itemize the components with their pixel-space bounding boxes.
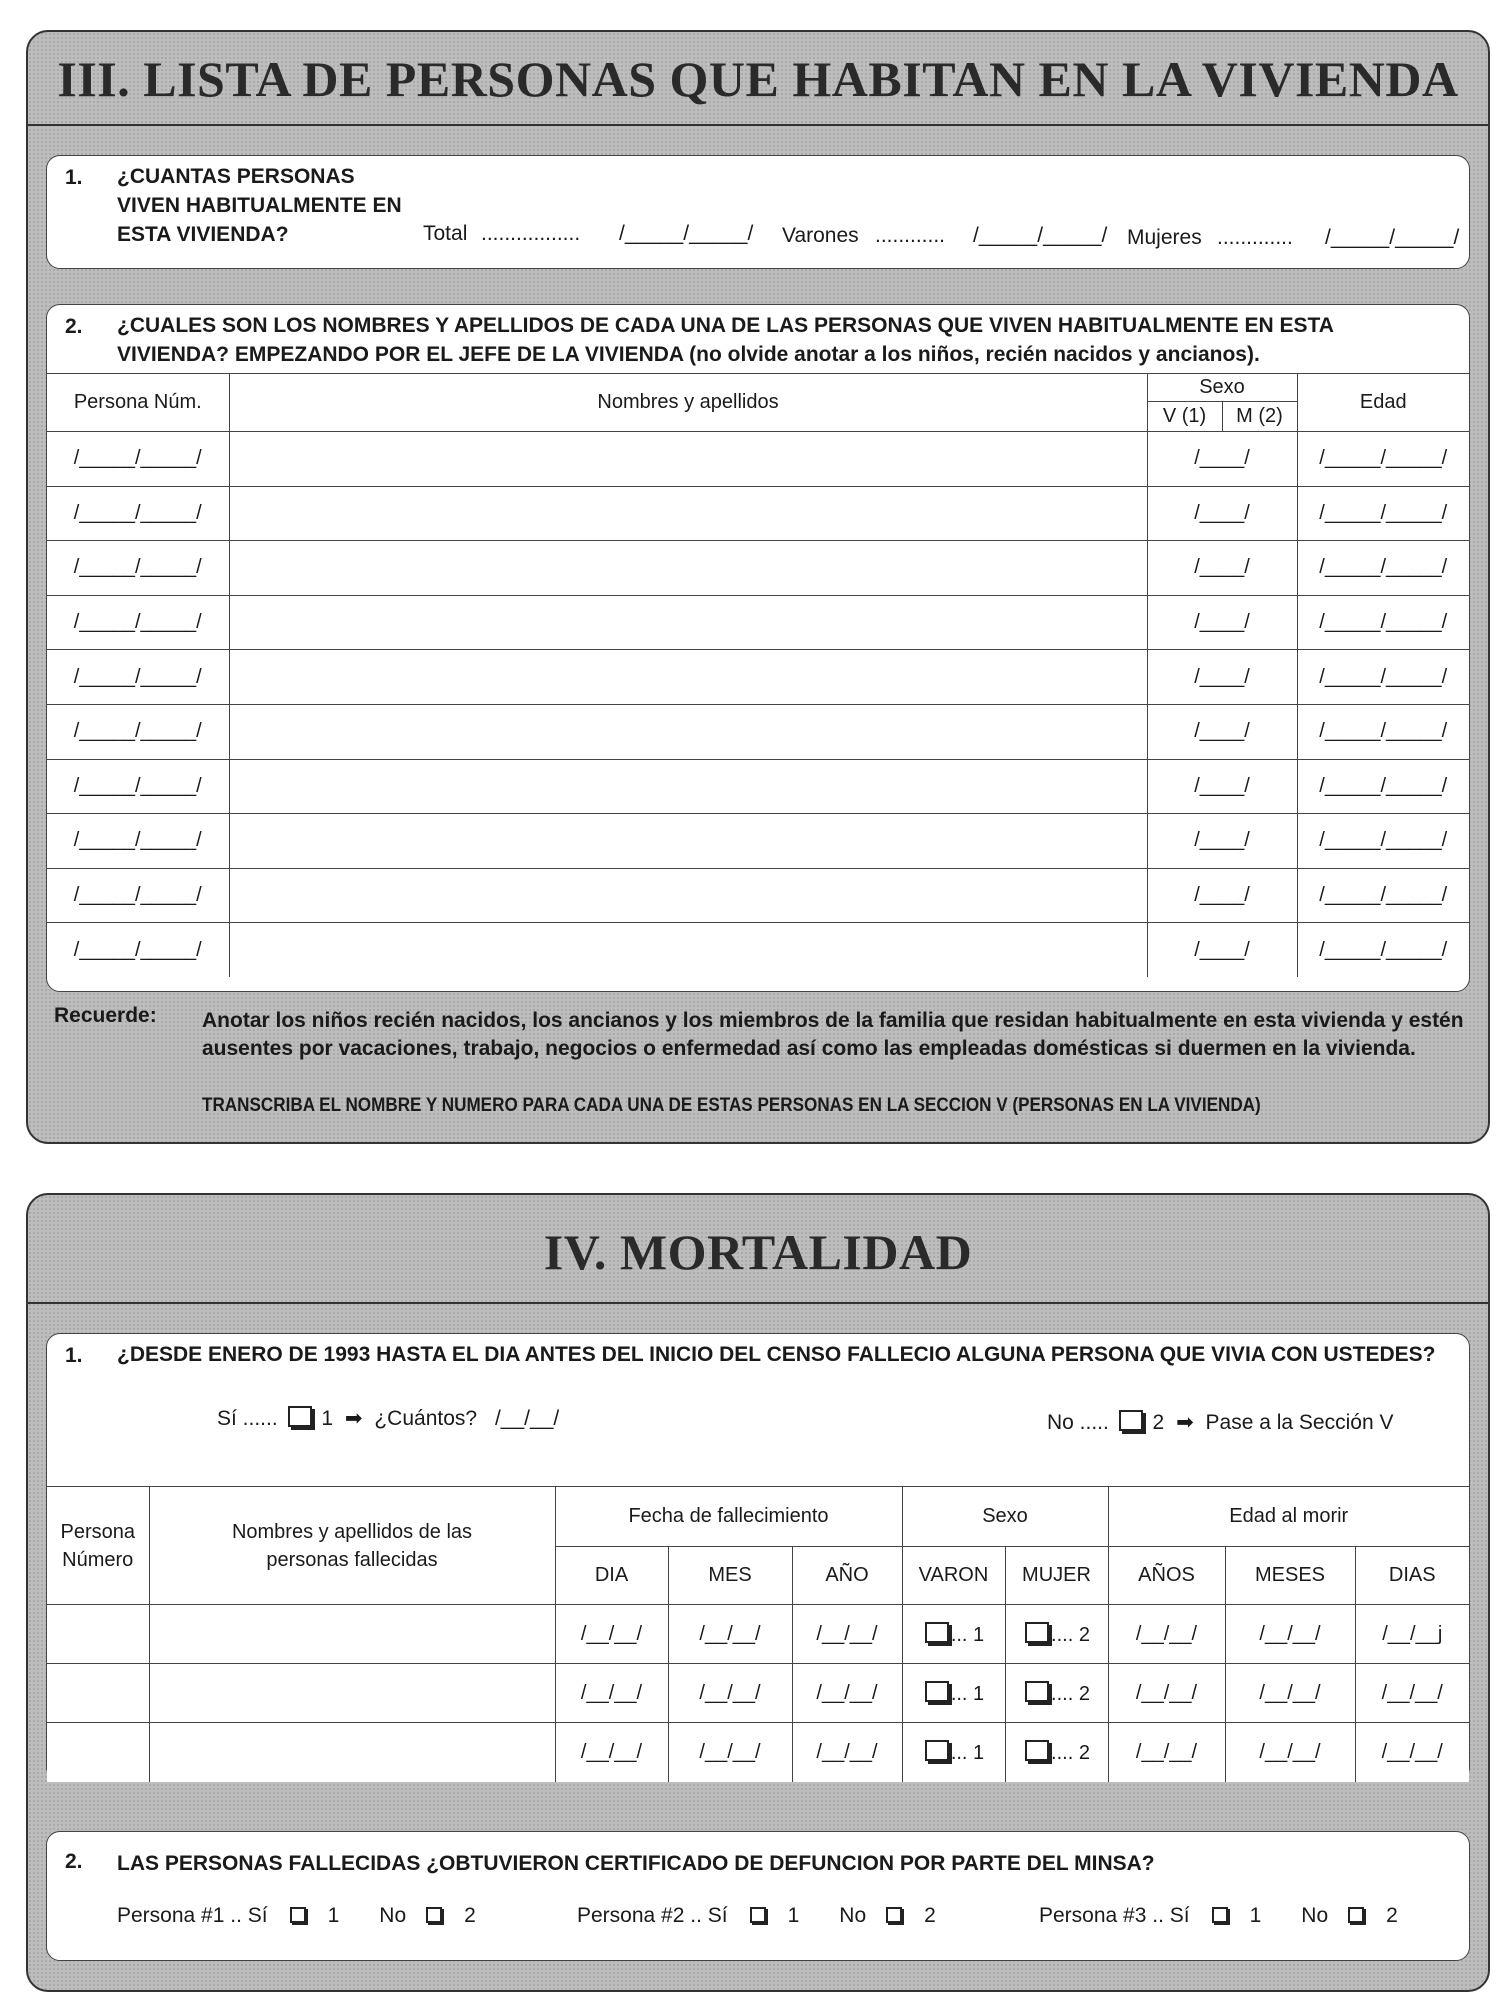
persona-num-field[interactable]: /_____/_____/: [47, 814, 229, 869]
table-row: [47, 759, 1469, 814]
varones-dots: ............: [875, 224, 946, 247]
persona-num-field[interactable]: /_____/_____/: [47, 432, 229, 487]
edad-field[interactable]: /_____/_____/: [1297, 650, 1469, 705]
anios-field[interactable]: /__/__/: [1108, 1723, 1225, 1782]
nombre-field[interactable]: [229, 868, 1147, 923]
total-label: Total: [423, 222, 468, 245]
persona-numero-field[interactable]: [47, 1723, 149, 1782]
mes-field[interactable]: /__/__/: [668, 1605, 792, 1664]
edad-field[interactable]: /_____/_____/: [1297, 486, 1469, 541]
table-row: [47, 595, 1469, 650]
skip-instruction: Pase a la Sección V: [1205, 1411, 1394, 1434]
dias-field[interactable]: /__/__j: [1355, 1605, 1469, 1664]
no-code: 2: [1152, 1411, 1165, 1434]
edad-field[interactable]: /_____/_____/: [1297, 759, 1469, 814]
varon-checkbox[interactable]: [925, 1622, 949, 1643]
header-sexo: Sexo: [902, 1487, 1108, 1547]
sexo-field[interactable]: /____/: [1147, 486, 1297, 541]
header-dias: DIAS: [1355, 1547, 1469, 1605]
table-row: [47, 486, 1469, 541]
persons-table: [47, 373, 1469, 977]
mq1-question: ¿DESDE ENERO DE 1993 HASTA EL DIA ANTES DEL INICIO DEL CENSO FALLECIO ALGUNA PERSONA QUE VIVIA CON USTEDES?: [117, 1343, 1436, 1366]
si-label: Sí ......: [217, 1407, 278, 1430]
nombre-field[interactable]: [229, 486, 1147, 541]
varon-option: [902, 1664, 1005, 1723]
edad-field[interactable]: /_____/_____/: [1297, 868, 1469, 923]
persona-label: Persona #1 .. Sí: [117, 1904, 268, 1927]
meses-field[interactable]: /__/__/: [1225, 1664, 1355, 1723]
persona-numero-field[interactable]: [47, 1664, 149, 1723]
nombre-field[interactable]: [229, 923, 1147, 978]
header-anio: AÑO: [792, 1547, 902, 1605]
edad-field[interactable]: /_____/_____/: [1297, 541, 1469, 596]
mujeres-dots: .............: [1217, 226, 1293, 249]
no-checkbox[interactable]: [426, 1907, 442, 1923]
persona-label: Persona #2 .. Sí: [577, 1904, 728, 1927]
cuantos-label: ¿Cuántos?: [374, 1407, 478, 1430]
table-row: [47, 868, 1469, 923]
section-iii-panel: [26, 30, 1490, 1144]
q2-card: [46, 304, 1470, 992]
mujer-code: .... 2: [1051, 1623, 1090, 1646]
mq1-number: 1.: [65, 1344, 83, 1367]
deceased-table: [47, 1486, 1469, 1782]
sexo-field[interactable]: /____/: [1147, 704, 1297, 759]
varon-checkbox[interactable]: [925, 1740, 949, 1761]
persona-num-field[interactable]: /_____/_____/: [47, 923, 229, 978]
mortalidad-q1-card: [46, 1333, 1470, 1781]
mujer-checkbox[interactable]: [1025, 1740, 1049, 1761]
table-row: [47, 923, 1469, 978]
q2-note: (no olvide anotar a los niños, recién nacidos y ancianos).: [689, 343, 1260, 366]
edad-field[interactable]: /_____/_____/: [1297, 595, 1469, 650]
si-checkbox[interactable]: [288, 1406, 312, 1427]
persona-num-field[interactable]: /_____/_____/: [47, 759, 229, 814]
anios-field[interactable]: /__/__/: [1108, 1664, 1225, 1723]
header-persona: Persona Núm.: [47, 374, 229, 432]
nombre-fallecido-field[interactable]: [149, 1723, 555, 1782]
no-code: 2: [464, 1904, 476, 1927]
sexo-field[interactable]: /____/: [1147, 541, 1297, 596]
mujer-code: .... 2: [1051, 1741, 1090, 1764]
varon-option: [902, 1605, 1005, 1664]
certificado-persona-1: [117, 1904, 476, 1928]
title-divider: [28, 1302, 1488, 1304]
section-iv-title: IV. MORTALIDAD: [543, 1224, 973, 1280]
persona-numero-field[interactable]: [47, 1605, 149, 1664]
nombre-field[interactable]: [229, 704, 1147, 759]
header-persona-numero: Persona Número: [47, 1487, 149, 1605]
varon-code: ... 1: [950, 1682, 985, 1705]
mq2-number: 2.: [65, 1850, 83, 1873]
header-nombres-fallecidas: Nombres y apellidos de las personas fallecidas: [149, 1487, 555, 1605]
si-code: 1: [787, 1904, 800, 1927]
persona-num-field[interactable]: /_____/_____/: [47, 541, 229, 596]
edad-field[interactable]: /_____/_____/: [1297, 432, 1469, 487]
recuerde-label: Recuerde:: [54, 1004, 157, 1027]
no-label: No: [379, 1904, 407, 1927]
si-checkbox[interactable]: [1212, 1907, 1228, 1923]
persona-num-field[interactable]: /_____/_____/: [47, 486, 229, 541]
header-mujer: MUJER: [1005, 1547, 1108, 1605]
nombre-fallecido-field[interactable]: [149, 1605, 555, 1664]
no-checkbox[interactable]: [1348, 1907, 1364, 1923]
table-row: [47, 1664, 1469, 1723]
varones-label: Varones: [782, 224, 859, 247]
recuerde-text: Anotar los niños recién nacidos, los ancianos y los miembros de la familia que residan habitualmente en esta vivienda y estén ausentes por vacaciones, trabajo, negocios o enfermedad así como las empleadas domésticas si duermen en la vivienda.: [202, 1009, 1464, 1060]
anio-field[interactable]: /__/__/: [792, 1605, 902, 1664]
q1-question: ¿CUANTAS PERSONAS VIVEN HABITUALMENTE EN ESTA VIVIENDA?: [117, 165, 402, 246]
mujer-checkbox[interactable]: [1025, 1622, 1049, 1643]
nombre-field[interactable]: [229, 650, 1147, 705]
nombre-field[interactable]: [229, 814, 1147, 869]
header-mes: MES: [668, 1547, 792, 1605]
sexo-field[interactable]: /____/: [1147, 432, 1297, 487]
persona-num-field[interactable]: /_____/_____/: [47, 650, 229, 705]
dias-field[interactable]: /__/__/: [1355, 1723, 1469, 1782]
si-code: 1: [327, 1904, 340, 1927]
edad-field[interactable]: /_____/_____/: [1297, 923, 1469, 978]
mes-field[interactable]: /__/__/: [668, 1664, 792, 1723]
dia-field[interactable]: /__/__/: [555, 1605, 668, 1664]
meses-field[interactable]: /__/__/: [1225, 1723, 1355, 1782]
si-code: 1: [321, 1407, 334, 1430]
recuerde-instruction: TRANSCRIBA EL NOMBRE Y NUMERO PARA CADA UNA DE ESTAS PERSONAS EN LA SECCION V (PERSONAS EN LA VIVIENDA): [202, 1095, 1261, 1116]
header-meses: MESES: [1225, 1547, 1355, 1605]
header-nombres: Nombres y apellidos: [229, 374, 1147, 432]
section-iv-panel: [26, 1193, 1490, 1992]
mujeres-label: Mujeres: [1127, 226, 1202, 249]
q1-card: [46, 155, 1470, 269]
varon-checkbox[interactable]: [925, 1681, 949, 1702]
header-sexo-v: V (1): [1147, 402, 1222, 432]
table-row: [47, 541, 1469, 596]
q1-number: 1.: [65, 166, 83, 189]
varon-code: ... 1: [950, 1741, 985, 1764]
no-code: 2: [924, 1904, 936, 1927]
header-varon: VARON: [902, 1547, 1005, 1605]
sexo-field[interactable]: /____/: [1147, 759, 1297, 814]
mujer-option: [1005, 1664, 1108, 1723]
table-row: [47, 1605, 1469, 1664]
arrow-right-icon: ➡: [1176, 1411, 1194, 1434]
varones-field[interactable]: /_____/_____/: [973, 224, 1108, 247]
table-row: [47, 704, 1469, 759]
sexo-field[interactable]: /____/: [1147, 868, 1297, 923]
q2-question: [117, 311, 1437, 369]
edad-field[interactable]: /_____/_____/: [1297, 814, 1469, 869]
mujer-checkbox[interactable]: [1025, 1681, 1049, 1702]
anio-field[interactable]: /__/__/: [792, 1664, 902, 1723]
persona-label: Persona #3 .. Sí: [1039, 1904, 1190, 1927]
header-edad: Edad: [1297, 374, 1469, 432]
nombre-fallecido-field[interactable]: [149, 1664, 555, 1723]
mes-field[interactable]: /__/__/: [668, 1723, 792, 1782]
persona-num-field[interactable]: /_____/_____/: [47, 868, 229, 923]
no-label: No: [1301, 1904, 1329, 1927]
mujer-code: .... 2: [1051, 1682, 1090, 1705]
dia-field[interactable]: /__/__/: [555, 1723, 668, 1782]
header-dia: DIA: [555, 1547, 668, 1605]
title-divider: [28, 124, 1488, 126]
no-checkbox[interactable]: [886, 1907, 902, 1923]
arrow-right-icon: ➡: [344, 1407, 363, 1430]
no-label: No: [839, 1904, 867, 1927]
anio-field[interactable]: /__/__/: [792, 1723, 902, 1782]
si-checkbox[interactable]: [290, 1907, 306, 1923]
anios-field[interactable]: /__/__/: [1108, 1605, 1225, 1664]
header-sexo: Sexo: [1147, 374, 1297, 402]
header-sexo-m: M (2): [1222, 402, 1297, 432]
nombre-field[interactable]: [229, 432, 1147, 487]
no-option: [1047, 1410, 1393, 1435]
si-checkbox[interactable]: [750, 1907, 766, 1923]
sexo-field[interactable]: /____/: [1147, 595, 1297, 650]
certificado-persona-2: [577, 1904, 936, 1928]
sexo-field[interactable]: /____/: [1147, 814, 1297, 869]
q2-number: 2.: [65, 315, 83, 338]
q2-question-text: ¿CUALES SON LOS NOMBRES Y APELLIDOS DE CADA UNA DE LAS PERSONAS QUE VIVEN HABITUALMENTE EN ESTA VIVIENDA? EMPEZANDO POR EL JEFE DE LA VIVIENDA: [117, 314, 1334, 366]
header-edad-al-morir: Edad al morir: [1108, 1487, 1469, 1547]
mujeres-field[interactable]: /_____/_____/: [1325, 226, 1460, 249]
nombre-field[interactable]: [229, 595, 1147, 650]
persona-num-field[interactable]: /_____/_____/: [47, 704, 229, 759]
no-checkbox[interactable]: [1119, 1410, 1143, 1431]
sexo-field[interactable]: /____/: [1147, 650, 1297, 705]
varon-option: [902, 1723, 1005, 1782]
nombre-field[interactable]: [229, 759, 1147, 814]
mujer-option: [1005, 1723, 1108, 1782]
header-anios: AÑOS: [1108, 1547, 1225, 1605]
table-row: [47, 814, 1469, 869]
si-option: [217, 1406, 559, 1431]
cuantos-field[interactable]: /__/__/: [494, 1407, 560, 1430]
dia-field[interactable]: /__/__/: [555, 1664, 668, 1723]
section-iii-title: III. LISTA DE PERSONAS QUE HABITAN EN LA VIVIENDA: [57, 51, 1459, 107]
mortalidad-q2-card: [46, 1831, 1470, 1961]
edad-field[interactable]: /_____/_____/: [1297, 704, 1469, 759]
persona-num-field[interactable]: /_____/_____/: [47, 595, 229, 650]
nombre-field[interactable]: [229, 541, 1147, 596]
sexo-field[interactable]: /____/: [1147, 923, 1297, 978]
no-label: No .....: [1047, 1411, 1109, 1434]
no-code: 2: [1386, 1904, 1398, 1927]
table-row: [47, 650, 1469, 705]
certificado-persona-3: [1039, 1904, 1398, 1928]
mq2-question: LAS PERSONAS FALLECIDAS ¿OBTUVIERON CERTIFICADO DE DEFUNCION POR PARTE DEL MINSA?: [117, 1852, 1155, 1875]
table-row: [47, 1723, 1469, 1782]
total-dots: .................: [481, 222, 581, 245]
varon-code: ... 1: [950, 1623, 985, 1646]
si-code: 1: [1249, 1904, 1262, 1927]
mujer-option: [1005, 1605, 1108, 1664]
dias-field[interactable]: /__/__/: [1355, 1664, 1469, 1723]
meses-field[interactable]: /__/__/: [1225, 1605, 1355, 1664]
header-fecha: Fecha de fallecimiento: [555, 1487, 902, 1547]
table-row: [47, 432, 1469, 487]
total-field[interactable]: /_____/_____/: [619, 222, 754, 245]
